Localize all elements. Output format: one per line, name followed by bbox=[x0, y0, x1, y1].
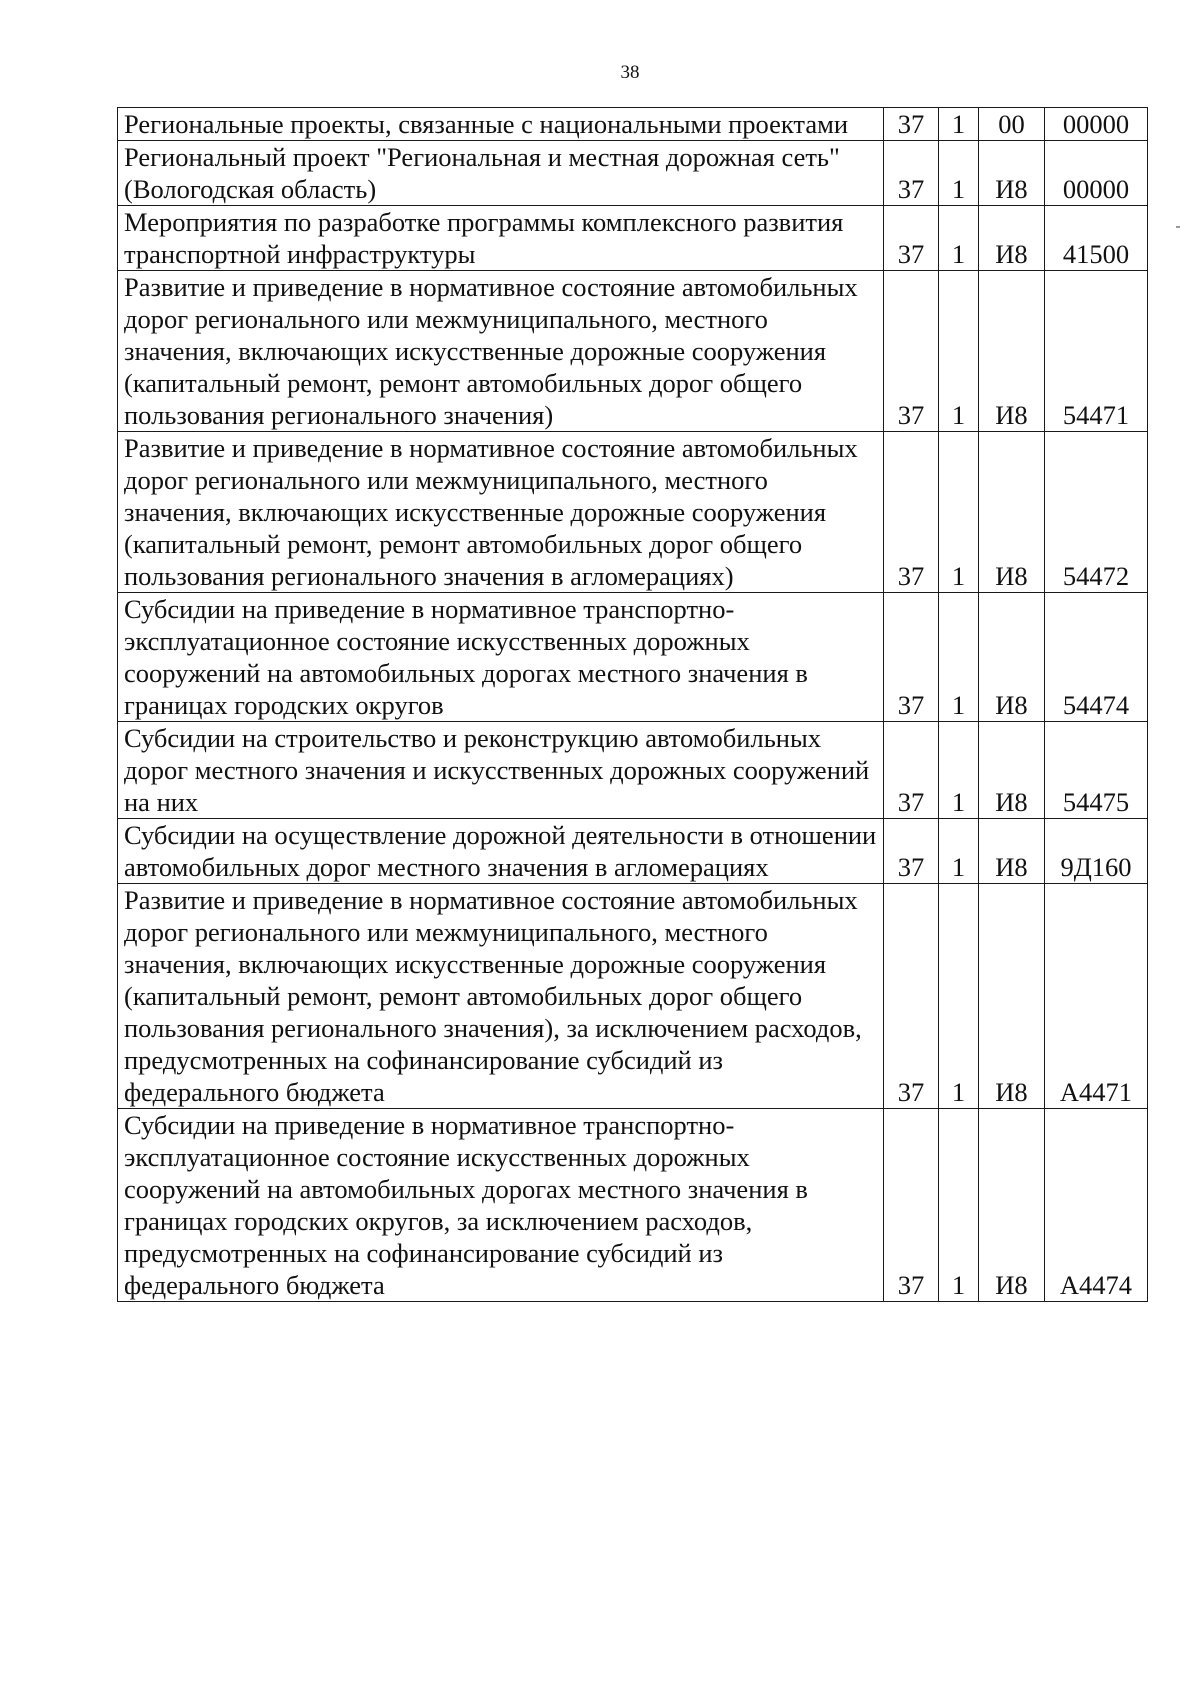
code-subprogram: 1 bbox=[939, 819, 979, 884]
row-description: Развитие и приведение в нормативное состояние автомобильных дорог регионального или межмуниципального, местного значения, включающих искусственные дорожные сооружения (капитальный ремонт, ремонт автомобильных дорог общего пользования регионального значения) bbox=[118, 271, 884, 432]
code-direction: 54472 bbox=[1045, 432, 1148, 593]
code-project: И8 bbox=[979, 432, 1045, 593]
code-direction: 00000 bbox=[1045, 141, 1148, 206]
code-project: И8 bbox=[979, 271, 1045, 432]
code-direction: А4471 bbox=[1045, 884, 1148, 1109]
code-project: И8 bbox=[979, 206, 1045, 271]
code-program: 37 bbox=[884, 141, 939, 206]
table-row bbox=[118, 819, 1148, 884]
row-description: Развитие и приведение в нормативное состояние автомобильных дорог регионального или межмуниципального, местного значения, включающих искусственные дорожные сооружения (капитальный ремонт, ремонт автомобильных дорог общего пользования регионального значения), за исключением расходов, предусмотренных на софинансирование субсидий из федерального бюджета bbox=[118, 884, 884, 1109]
row-description: Мероприятия по разработке программы комплексного развития транспортной инфраструктуры bbox=[118, 206, 884, 271]
code-project: И8 bbox=[979, 819, 1045, 884]
code-direction: 00000 bbox=[1045, 108, 1148, 141]
code-program: 37 bbox=[884, 432, 939, 593]
code-direction: 54471 bbox=[1045, 271, 1148, 432]
code-program: 37 bbox=[884, 108, 939, 141]
code-direction: 9Д160 bbox=[1045, 819, 1148, 884]
row-description: Региональные проекты, связанные с национальными проектами bbox=[118, 108, 884, 141]
code-subprogram: 1 bbox=[939, 108, 979, 141]
budget-classification-table bbox=[117, 107, 1148, 1302]
table-row bbox=[118, 722, 1148, 819]
row-description: Субсидии на приведение в нормативное транспортно-эксплуатационное состояние искусственных дорожных сооружений на автомобильных дорогах местного значения в границах городских округов bbox=[118, 593, 884, 722]
table-row bbox=[118, 884, 1148, 1109]
table-row bbox=[118, 141, 1148, 206]
table-row bbox=[118, 108, 1148, 141]
scan-speck bbox=[1176, 226, 1180, 228]
code-project: И8 bbox=[979, 593, 1045, 722]
code-project: И8 bbox=[979, 1109, 1045, 1302]
code-direction: 41500 bbox=[1045, 206, 1148, 271]
code-subprogram: 1 bbox=[939, 141, 979, 206]
code-direction: А4474 bbox=[1045, 1109, 1148, 1302]
code-subprogram: 1 bbox=[939, 271, 979, 432]
row-description: Субсидии на осуществление дорожной деятельности в отношении автомобильных дорог местного значения в агломерациях bbox=[118, 819, 884, 884]
code-direction: 54475 bbox=[1045, 722, 1148, 819]
page-number: 38 bbox=[620, 62, 640, 83]
row-description: Региональный проект "Региональная и местная дорожная сеть" (Вологодская область) bbox=[118, 141, 884, 206]
code-program: 37 bbox=[884, 271, 939, 432]
row-description: Развитие и приведение в нормативное состояние автомобильных дорог регионального или межмуниципального, местного значения, включающих искусственные дорожные сооружения (капитальный ремонт, ремонт автомобильных дорог общего пользования регионального значения в агломерациях) bbox=[118, 432, 884, 593]
code-program: 37 bbox=[884, 593, 939, 722]
row-description: Субсидии на строительство и реконструкцию автомобильных дорог местного значения и искусственных дорожных сооружений на них bbox=[118, 722, 884, 819]
code-subprogram: 1 bbox=[939, 432, 979, 593]
code-subprogram: 1 bbox=[939, 206, 979, 271]
table-row bbox=[118, 432, 1148, 593]
code-program: 37 bbox=[884, 819, 939, 884]
code-program: 37 bbox=[884, 206, 939, 271]
row-description: Субсидии на приведение в нормативное транспортно-эксплуатационное состояние искусственных дорожных сооружений на автомобильных дорогах местного значения в границах городских округов, за исключением расходов, предусмотренных на софинансирование субсидий из федерального бюджета bbox=[118, 1109, 884, 1302]
table-row bbox=[118, 1109, 1148, 1302]
table-row bbox=[118, 593, 1148, 722]
table-row bbox=[118, 206, 1148, 271]
code-project: И8 bbox=[979, 141, 1045, 206]
code-direction: 54474 bbox=[1045, 593, 1148, 722]
code-program: 37 bbox=[884, 884, 939, 1109]
code-project: И8 bbox=[979, 884, 1045, 1109]
code-program: 37 bbox=[884, 722, 939, 819]
code-project: И8 bbox=[979, 722, 1045, 819]
table-row bbox=[118, 271, 1148, 432]
code-subprogram: 1 bbox=[939, 1109, 979, 1302]
code-subprogram: 1 bbox=[939, 722, 979, 819]
code-program: 37 bbox=[884, 1109, 939, 1302]
code-subprogram: 1 bbox=[939, 593, 979, 722]
code-project: 00 bbox=[979, 108, 1045, 141]
code-subprogram: 1 bbox=[939, 884, 979, 1109]
